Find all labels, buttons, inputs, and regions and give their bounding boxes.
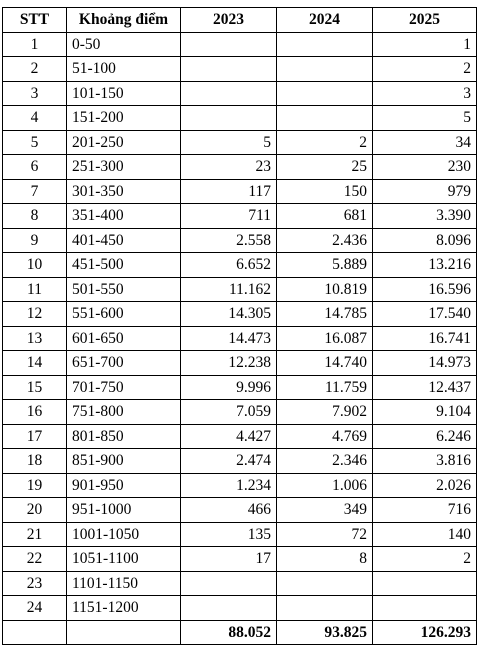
cell-stt: 2 (3, 57, 67, 82)
cell-score-range: 1051-1100 (67, 547, 181, 572)
table-row (3, 424, 477, 449)
cell-stt: 1 (3, 32, 67, 57)
cell-stt: 9 (3, 228, 67, 253)
cell-2025: 17.540 (373, 302, 477, 327)
cell-2024: 14.740 (277, 351, 373, 376)
cell-score-range: 151-200 (67, 106, 181, 131)
cell-score-range: 101-150 (67, 81, 181, 106)
cell-2024: 2 (277, 130, 373, 155)
cell-2024: 14.785 (277, 302, 373, 327)
cell-stt: 16 (3, 400, 67, 425)
header-row (3, 8, 477, 33)
cell-2024 (277, 571, 373, 596)
cell-2023: 466 (181, 498, 277, 523)
cell-score-range: 951-1000 (67, 498, 181, 523)
header-stt: STT (3, 8, 67, 33)
total-cell-range (67, 620, 181, 645)
cell-score-range: 51-100 (67, 57, 181, 82)
cell-2023: 9.996 (181, 375, 277, 400)
cell-2025: 12.437 (373, 375, 477, 400)
cell-2023: 11.162 (181, 277, 277, 302)
cell-2023: 4.427 (181, 424, 277, 449)
cell-stt: 23 (3, 571, 67, 596)
cell-2024: 7.902 (277, 400, 373, 425)
cell-2024: 10.819 (277, 277, 373, 302)
cell-stt: 17 (3, 424, 67, 449)
cell-score-range: 851-900 (67, 449, 181, 474)
cell-2024: 1.006 (277, 473, 373, 498)
cell-stt: 4 (3, 106, 67, 131)
cell-2023: 17 (181, 547, 277, 572)
cell-score-range: 351-400 (67, 204, 181, 229)
cell-2025: 5 (373, 106, 477, 131)
cell-2023: 12.238 (181, 351, 277, 376)
cell-2024: 2.436 (277, 228, 373, 253)
cell-stt: 21 (3, 522, 67, 547)
table-body (3, 32, 477, 620)
cell-2023: 117 (181, 179, 277, 204)
cell-2024: 4.769 (277, 424, 373, 449)
cell-2024: 25 (277, 155, 373, 180)
cell-2025: 3.390 (373, 204, 477, 229)
cell-2025: 979 (373, 179, 477, 204)
cell-2024 (277, 81, 373, 106)
cell-score-range: 1001-1050 (67, 522, 181, 547)
cell-stt: 15 (3, 375, 67, 400)
cell-score-range: 901-950 (67, 473, 181, 498)
table-row (3, 351, 477, 376)
cell-2023 (181, 596, 277, 621)
cell-stt: 7 (3, 179, 67, 204)
cell-2025: 2 (373, 57, 477, 82)
cell-2024: 150 (277, 179, 373, 204)
header-year-2023: 2023 (181, 8, 277, 33)
cell-2023 (181, 57, 277, 82)
cell-score-range: 551-600 (67, 302, 181, 327)
cell-2025 (373, 571, 477, 596)
cell-2023 (181, 81, 277, 106)
cell-score-range: 1101-1150 (67, 571, 181, 596)
cell-score-range: 251-300 (67, 155, 181, 180)
table-row (3, 400, 477, 425)
cell-2025: 230 (373, 155, 477, 180)
cell-score-range: 501-550 (67, 277, 181, 302)
score-distribution-table (2, 7, 477, 645)
table-row (3, 571, 477, 596)
table-row (3, 302, 477, 327)
cell-stt: 13 (3, 326, 67, 351)
cell-2025: 9.104 (373, 400, 477, 425)
cell-2024: 2.346 (277, 449, 373, 474)
table-row (3, 277, 477, 302)
cell-2024: 349 (277, 498, 373, 523)
cell-2025: 16.741 (373, 326, 477, 351)
cell-score-range: 401-450 (67, 228, 181, 253)
table-row (3, 522, 477, 547)
cell-2023: 14.473 (181, 326, 277, 351)
table-row (3, 596, 477, 621)
cell-2025: 34 (373, 130, 477, 155)
table-row (3, 57, 477, 82)
cell-2023 (181, 106, 277, 131)
table-row (3, 155, 477, 180)
cell-stt: 10 (3, 253, 67, 278)
total-row (3, 620, 477, 645)
cell-2024 (277, 57, 373, 82)
cell-2023: 2.558 (181, 228, 277, 253)
cell-stt: 20 (3, 498, 67, 523)
table-row (3, 498, 477, 523)
cell-2023 (181, 571, 277, 596)
cell-2023: 1.234 (181, 473, 277, 498)
cell-score-range: 201-250 (67, 130, 181, 155)
cell-2023: 23 (181, 155, 277, 180)
cell-2025: 2 (373, 547, 477, 572)
table-row (3, 81, 477, 106)
cell-2023: 6.652 (181, 253, 277, 278)
cell-2025: 3.816 (373, 449, 477, 474)
header-year-2024: 2024 (277, 8, 373, 33)
total-cell-2024: 93.825 (277, 620, 373, 645)
cell-2024: 681 (277, 204, 373, 229)
cell-2024: 5.889 (277, 253, 373, 278)
cell-stt: 22 (3, 547, 67, 572)
cell-stt: 3 (3, 81, 67, 106)
cell-score-range: 0-50 (67, 32, 181, 57)
cell-2023: 2.474 (181, 449, 277, 474)
cell-2025: 13.216 (373, 253, 477, 278)
header-year-2025: 2025 (373, 8, 477, 33)
cell-2025: 3 (373, 81, 477, 106)
cell-score-range: 601-650 (67, 326, 181, 351)
cell-2025: 8.096 (373, 228, 477, 253)
cell-score-range: 701-750 (67, 375, 181, 400)
cell-2023: 5 (181, 130, 277, 155)
cell-score-range: 651-700 (67, 351, 181, 376)
table-row (3, 326, 477, 351)
cell-2025: 716 (373, 498, 477, 523)
cell-2025: 1 (373, 32, 477, 57)
table-row (3, 253, 477, 278)
cell-2024: 72 (277, 522, 373, 547)
cell-2023: 7.059 (181, 400, 277, 425)
table-row (3, 547, 477, 572)
cell-2024 (277, 596, 373, 621)
cell-score-range: 451-500 (67, 253, 181, 278)
cell-2024: 11.759 (277, 375, 373, 400)
cell-2023: 711 (181, 204, 277, 229)
cell-2024 (277, 32, 373, 57)
cell-stt: 19 (3, 473, 67, 498)
cell-2025 (373, 596, 477, 621)
cell-2023 (181, 32, 277, 57)
table-row (3, 130, 477, 155)
cell-stt: 5 (3, 130, 67, 155)
cell-score-range: 301-350 (67, 179, 181, 204)
table-row (3, 228, 477, 253)
cell-stt: 12 (3, 302, 67, 327)
cell-2024: 8 (277, 547, 373, 572)
cell-2024 (277, 106, 373, 131)
cell-stt: 11 (3, 277, 67, 302)
table-row (3, 449, 477, 474)
cell-score-range: 751-800 (67, 400, 181, 425)
table-row (3, 375, 477, 400)
cell-2025: 2.026 (373, 473, 477, 498)
total-cell-2023: 88.052 (181, 620, 277, 645)
cell-2024: 16.087 (277, 326, 373, 351)
cell-stt: 24 (3, 596, 67, 621)
cell-score-range: 801-850 (67, 424, 181, 449)
cell-2023: 14.305 (181, 302, 277, 327)
header-score-range: Khoảng điểm (67, 8, 181, 33)
cell-stt: 18 (3, 449, 67, 474)
cell-score-range: 1151-1200 (67, 596, 181, 621)
cell-2025: 140 (373, 522, 477, 547)
cell-stt: 14 (3, 351, 67, 376)
cell-2025: 16.596 (373, 277, 477, 302)
cell-2023: 135 (181, 522, 277, 547)
cell-stt: 8 (3, 204, 67, 229)
total-cell-2025: 126.293 (373, 620, 477, 645)
total-cell-stt (3, 620, 67, 645)
cell-stt: 6 (3, 155, 67, 180)
table-row (3, 473, 477, 498)
table-row (3, 106, 477, 131)
cell-2025: 6.246 (373, 424, 477, 449)
table-row (3, 204, 477, 229)
table-row (3, 179, 477, 204)
table-row (3, 32, 477, 57)
cell-2025: 14.973 (373, 351, 477, 376)
